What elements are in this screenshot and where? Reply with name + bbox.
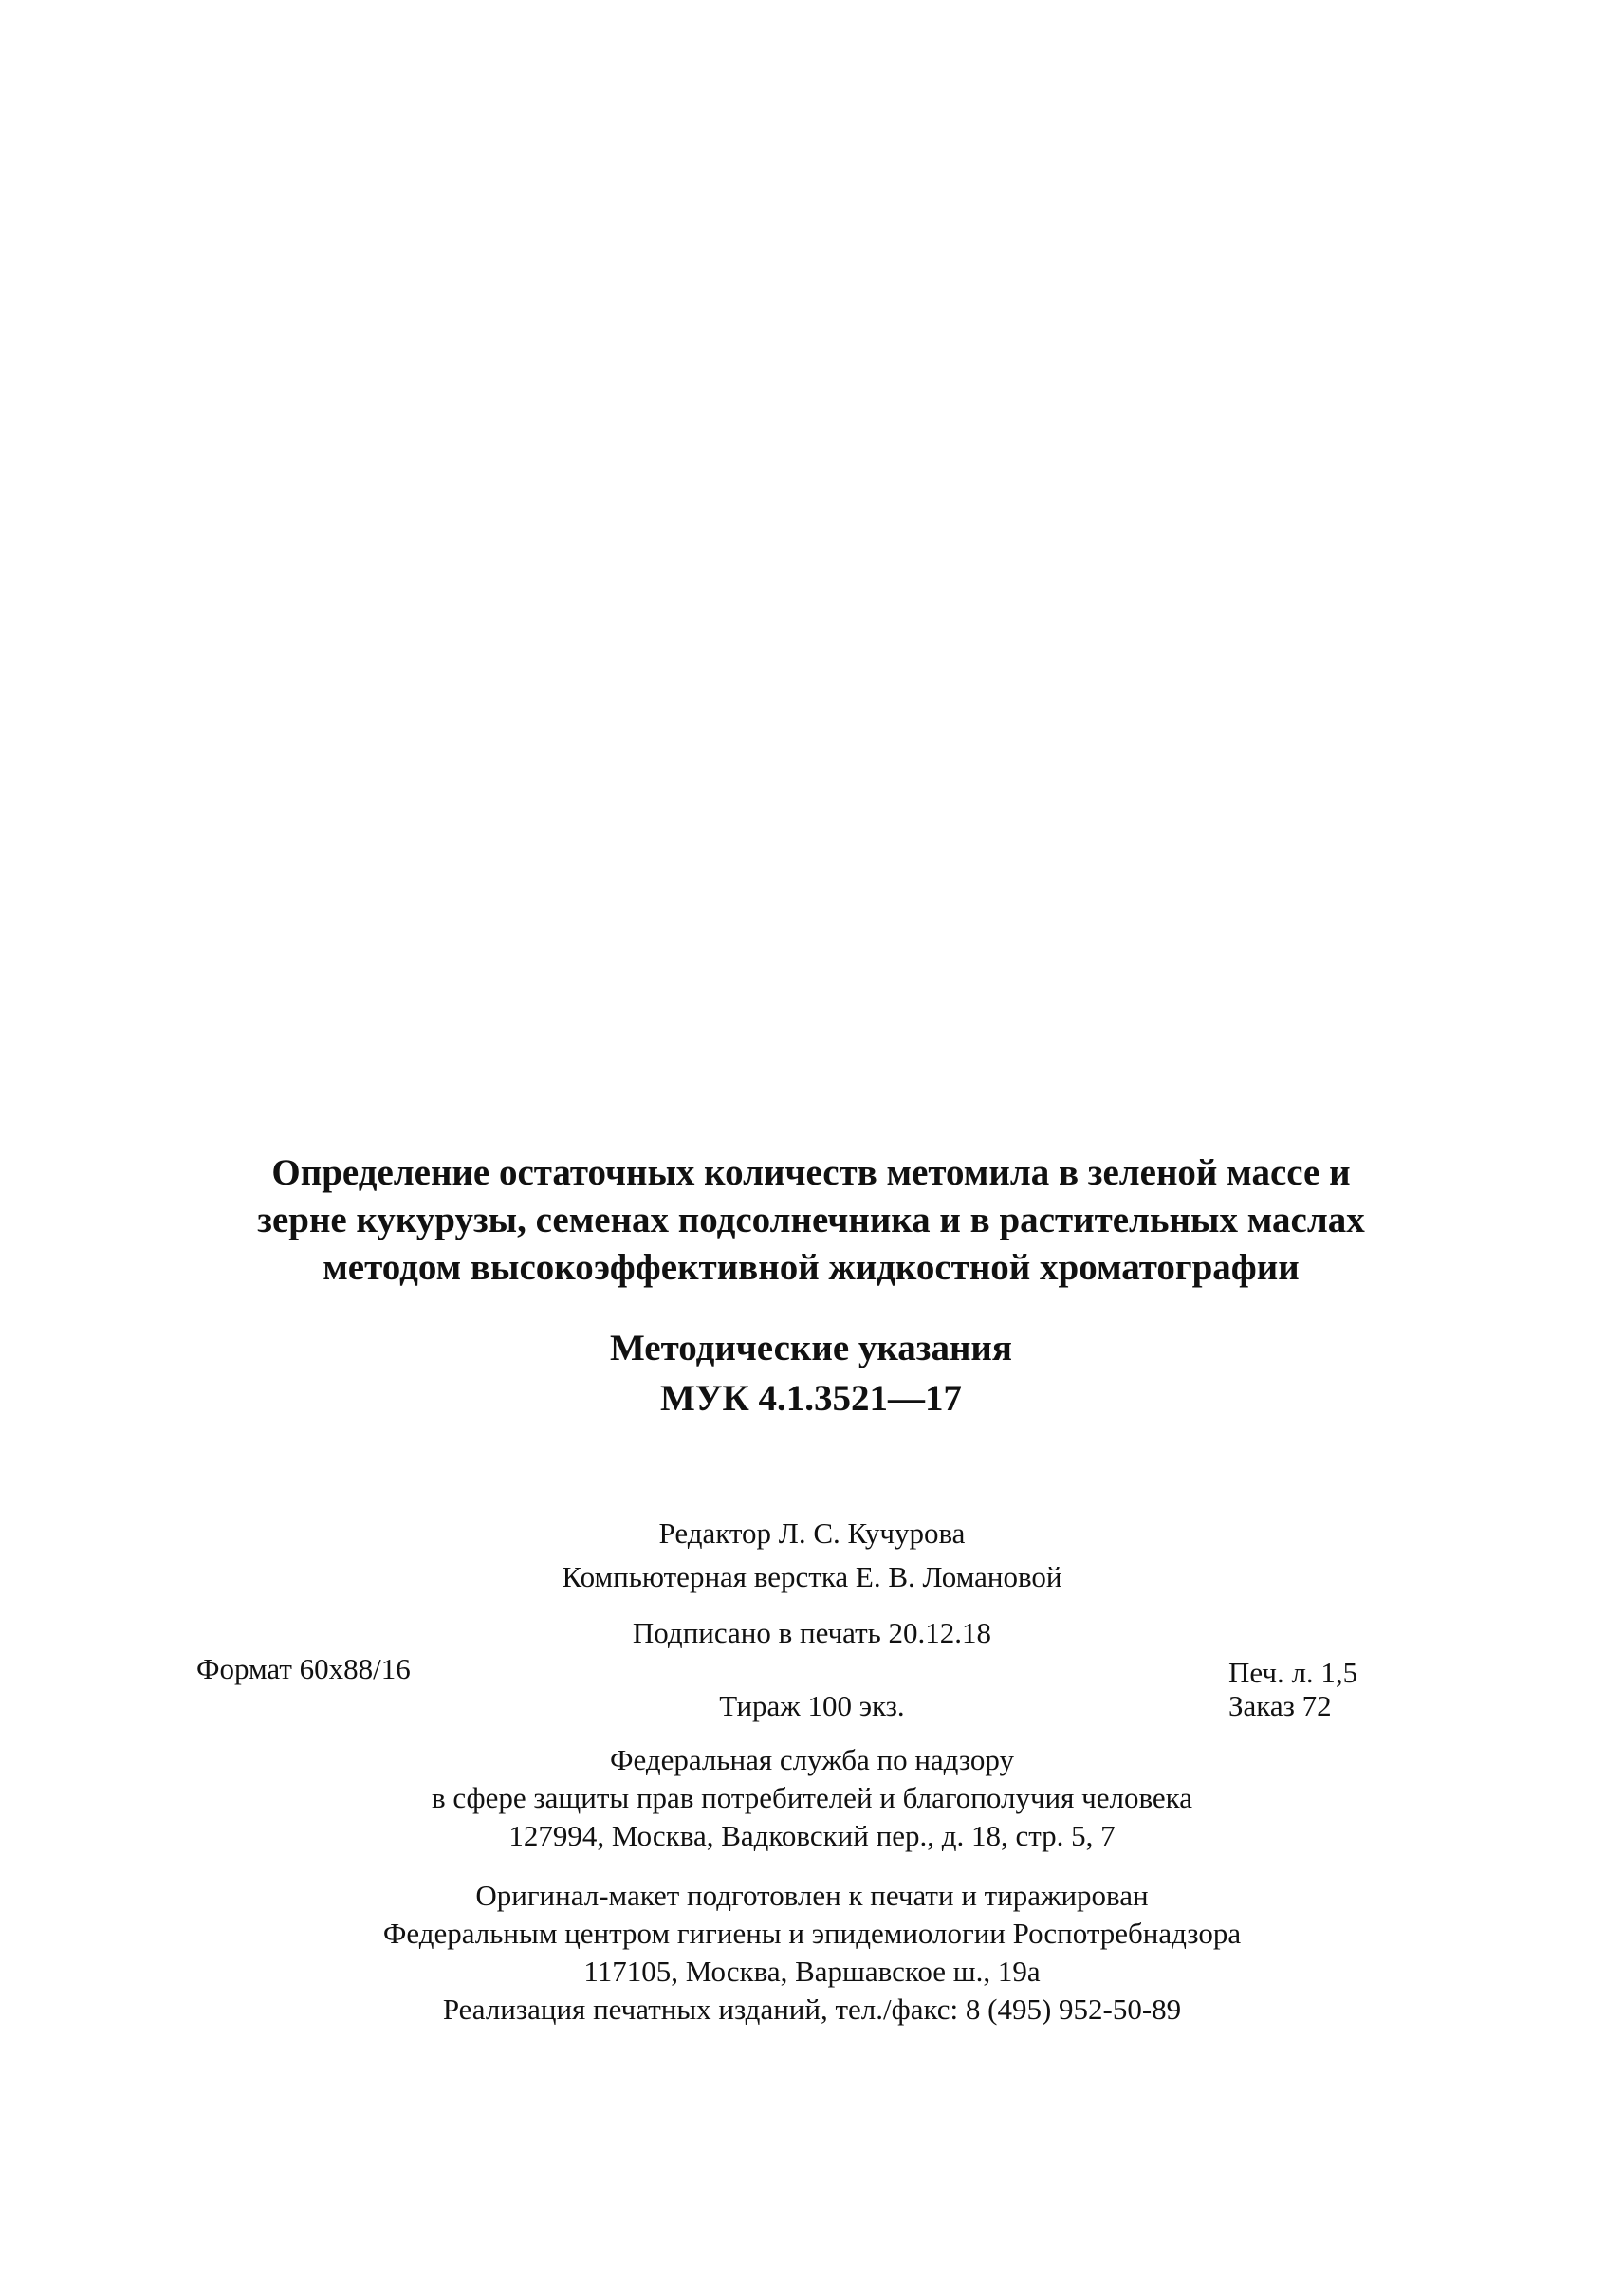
document-title [171, 1149, 1451, 1292]
layout-credit-line: Компьютерная верстка Е. В. Ломановой [562, 1560, 1062, 1593]
producer-line-1: Оригинал-макет подготовлен к печати и тиражирован [475, 1879, 1149, 1912]
producer-address: 117105, Москва, Варшавское ш., 19а [583, 1955, 1041, 1988]
publisher-address: 127994, Москва, Вадковский пер., д. 18, стр. 5, 7 [508, 1819, 1116, 1852]
document-code: МУК 4.1.3521—17 [660, 1378, 962, 1419]
document-type: Методические указания [609, 1328, 1012, 1368]
editor-line: Редактор Л. С. Кучурова [658, 1516, 966, 1550]
title-line-2: зерне кукурузы, семенах подсолнечника и в растительных маслах [257, 1200, 1365, 1240]
title-line-1: Определение остаточных количеств метомила в зеленой массе и [271, 1152, 1351, 1193]
publisher-line-2: в сфере защиты прав потребителей и благополучия человека [431, 1781, 1193, 1814]
print-sheets-line: Печ. л. 1,5 [1228, 1656, 1358, 1689]
document-designation [171, 1323, 1451, 1424]
order-number-line: Заказ 72 [1228, 1689, 1332, 1722]
sales-contact-line: Реализация печатных изданий, тел./факс: 8 (495) 952-50-89 [442, 1993, 1182, 2026]
signed-to-print-line: Подписано в печать 20.12.18 [632, 1616, 992, 1649]
producer-line-2: Федеральным центром гигиены и эпидемиологии Роспотребнадзора [382, 1917, 1242, 1950]
title-line-3: методом высокоэффективной жидкостной хроматографии [323, 1247, 1300, 1288]
circulation-line: Тираж 100 экз. [719, 1689, 905, 1722]
publisher-line-1: Федеральная служба по надзору [610, 1743, 1014, 1776]
paper-format-line: Формат 60x88/16 [196, 1652, 411, 1685]
